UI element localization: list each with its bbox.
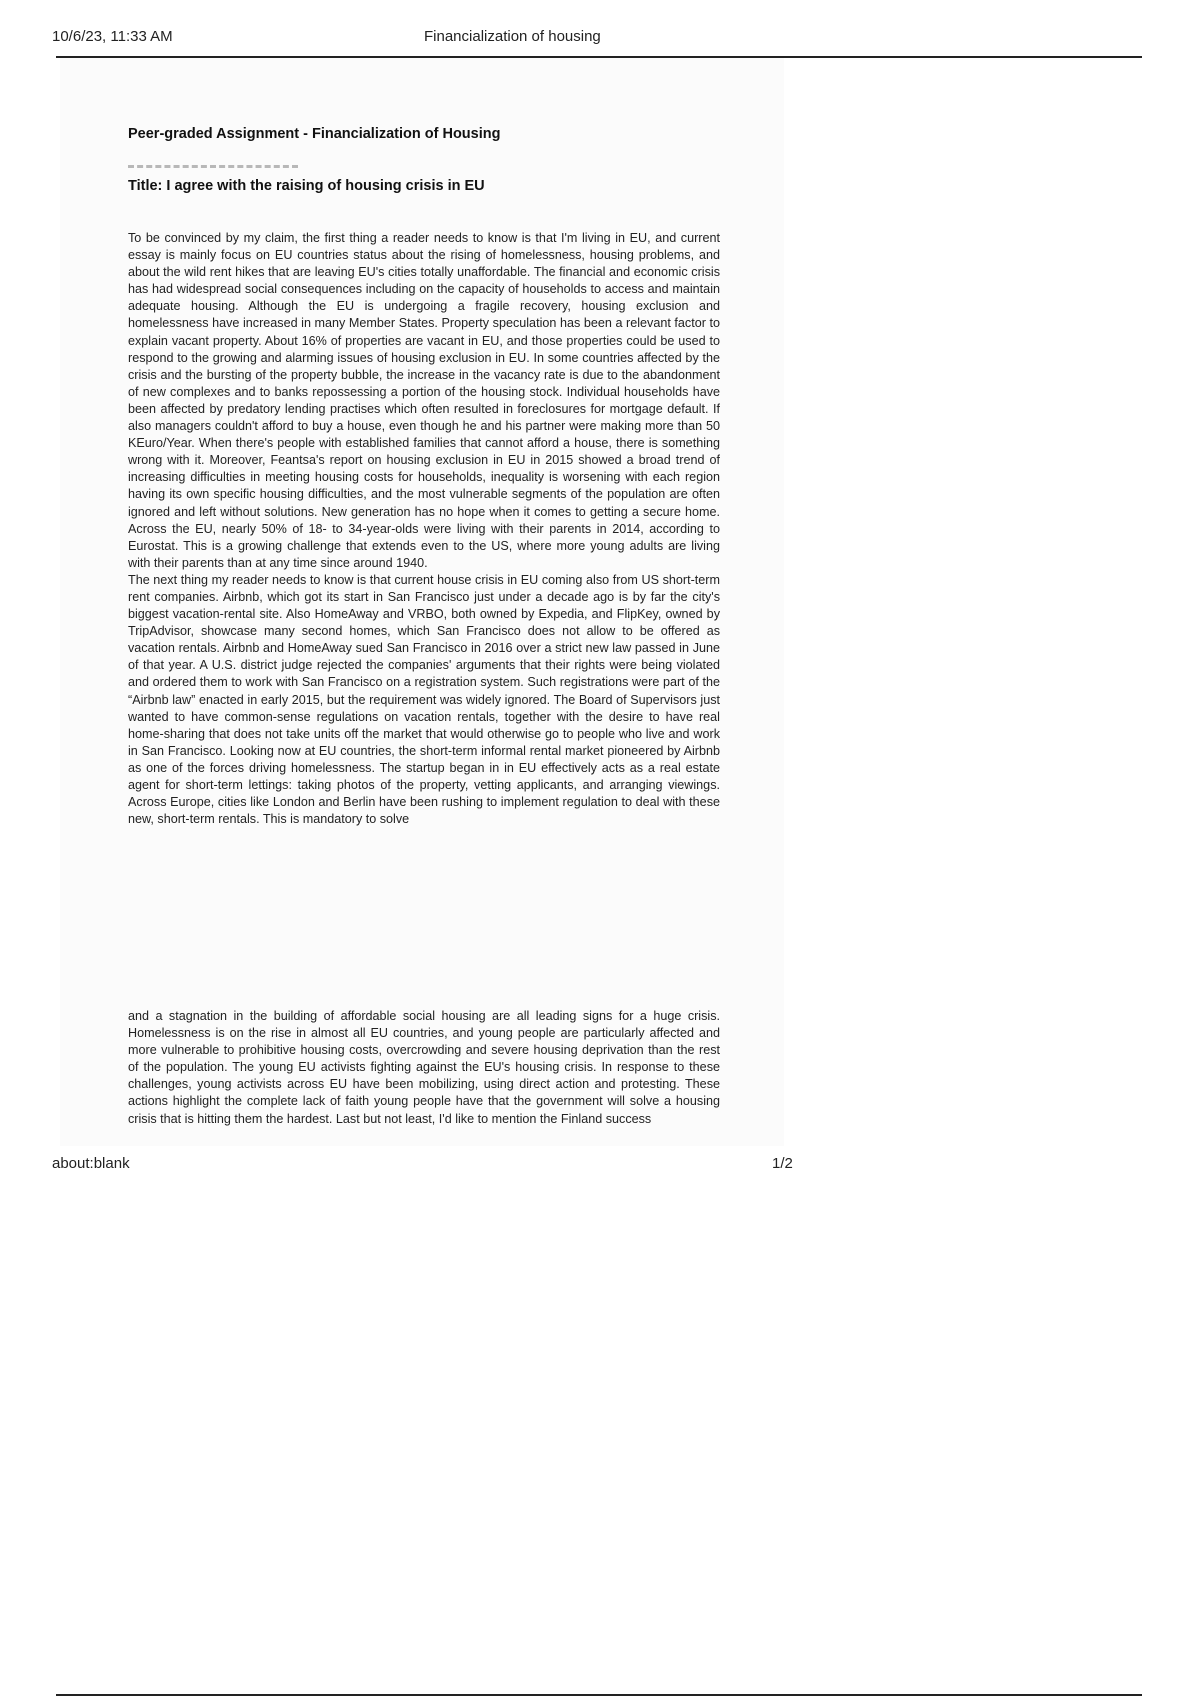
essay-body [128, 230, 720, 938]
page-break-fade [128, 932, 720, 948]
essay-paragraph: To be convinced by my claim, the first thing a reader needs to know is that I'm living in EU, and current essay is mainly focus on EU countries status about the rising of homelessness, housing problems, and about the wild rent hikes that are leaving EU's cities totally unaffordable. The financial and economic crisis has had widespread social consequences including on the capacity of households to access and maintain adequate housing. Although the EU is undergoing a fragile recovery, housing exclusion and homelessness have increased in many Member States. Property speculation has been a relevant factor to explain vacant property. About 16% of properties are vacant in EU, and those properties could be used to respond to the growing and alarming issues of housing exclusion in EU. In some countries affected by the crisis and the bursting of the property bubble, the increase in the vacancy rate is due to the abandonment of new complexes and to banks repossessing a portion of the housing stock. Individual households have been affected by predatory lending practises which often resulted in foreclosures for mortgage default. If also managers couldn't afford to buy a house, even though he and his partner were making more than 50 KEuro/Year. When there's people with established families that cannot afford a house, there is something wrong with it. Moreover, Feantsa's report on housing exclusion in EU in 2015 showed a broad trend of increasing difficulties in meeting housing costs for households, inequality is worsening with each region having its own specific housing difficulties, and the most vulnerable segments of the population are often ignored and left without solutions. New generation has no hope when it comes to getting a secure home. Across the EU, nearly 50% of 18- to 34-year-olds were living with their parents in 2014, according to Eurostat. This is a growing challenge that extends even to the US, where more young adults are living with their parents than at any time since around 1940. [128, 231, 720, 570]
page-number: 1/2 [772, 1155, 793, 1172]
essay-title: Title: I agree with the raising of housing crisis in EU [128, 178, 485, 194]
dashed-separator [128, 165, 298, 168]
essay-paragraph: and a stagnation in the building of affordable social housing are all leading signs for a huge crisis. Homelessness is on the rise in almost all EU countries, and young people are particularly affected and more vulnerable to prohibitive housing costs, overcrowding and severe housing deprivation than the rest of the population. The young EU activists fighting against the EU's housing crisis. In response to these challenges, young activists across EU have been mobilizing, using direct action and protesting. These actions highlight the complete lack of faith young people have that the government will solve a housing crisis that is hitting them the hardest. Last but not least, I'd like to mention the Finland success [128, 1009, 720, 1126]
assignment-heading: Peer-graded Assignment - Financialization of Housing [128, 126, 501, 142]
print-page-title: Financialization of housing [424, 28, 601, 45]
document-sheet [60, 58, 784, 1146]
essay-paragraph: The next thing my reader needs to know is that current house crisis in EU coming also from US short-term rent companies. Airbnb, which got its start in San Francisco just under a decade ago is by far the city's biggest vacation-rental site. Also HomeAway and VRBO, both owned by Expedia, and FlipKey, owned by TripAdvisor, showcase many second homes, which San Francisco does not allow to be offered as vacation rentals. Airbnb and HomeAway sued San Francisco in 2016 over a strict new law passed in June of that year. A U.S. district judge rejected the companies' arguments that their rights were being violated and ordered them to work with San Francisco on a registration system. Such registrations were part of the “Airbnb law” enacted in early 2015, but the requirement was widely ignored. The Board of Supervisors just wanted to have common-sense regulations on vacation rentals, together with the desire to have real home-sharing that does not take units off the market that would otherwise go to people who live and work in San Francisco. Looking now at EU countries, the short-term informal rental market pioneered by Airbnb as one of the forces driving homelessness. The startup began in in EU effectively acts as a real estate agent for short-term lettings: taking photos of the property, vetting applicants, and arranging viewings. Across Europe, cities like London and Berlin have been rushing to implement regulation to deal with these new, short-term rentals. This is mandatory to solve [128, 572, 720, 827]
print-header [52, 28, 1142, 50]
essay-continuation [128, 1008, 720, 1144]
print-datetime: 10/6/23, 11:33 AM [52, 28, 173, 45]
bottom-divider [56, 1694, 1142, 1696]
print-url: about:blank [52, 1155, 130, 1172]
